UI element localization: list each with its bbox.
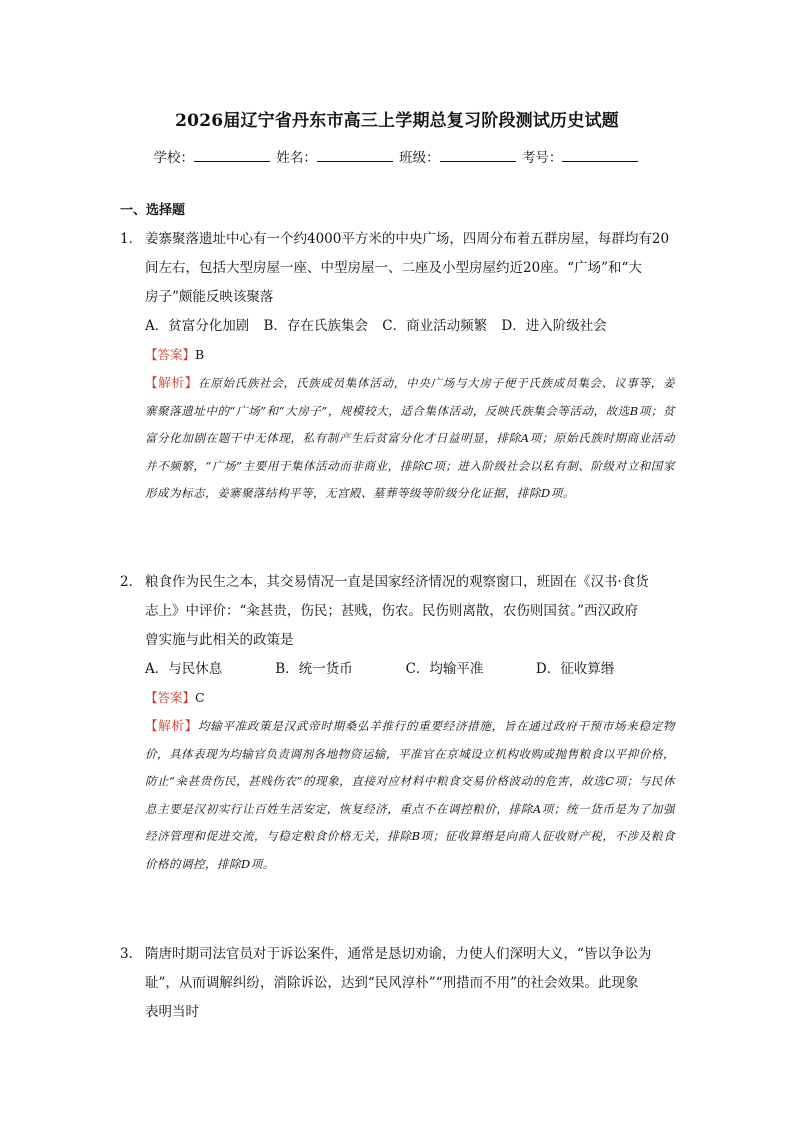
options-row	[120, 312, 675, 341]
exam-number-label: 考号：	[521, 150, 563, 166]
analysis-block	[120, 369, 675, 508]
option-d[interactable]: D．进入阶级社会	[501, 318, 607, 334]
class-label: 班级：	[399, 150, 440, 166]
school-label: 学校：	[153, 150, 195, 166]
answer-tag: 【答案】	[145, 347, 196, 362]
class-blank[interactable]	[440, 149, 516, 162]
option-d[interactable]: D．征收算缗	[535, 661, 615, 677]
question-2	[120, 568, 675, 879]
exam-number-blank[interactable]	[562, 149, 638, 162]
name-blank[interactable]	[317, 149, 393, 162]
question-number: 3．	[120, 946, 143, 962]
analysis-text: 在原始氏族社会，氏族成员集体活动，中央广场与大房子便于氏族成员集会、议事等，姜寨聚落遗址中的“广场”和“大房子”，规模较大，适合集体活动，反映氏族集会等活动，故选B项；贫富分化加剧在题干中无体现，私有制产生后贫富分化才日益明显，排除A项；原始氏族时期商业活动并不频繁，“广场”主要用于集体活动而非商业，排除C项；进入阶级社会以私有制、阶级对立和国家形成为标志，姜寨聚落结构平等，无宫殿、墓葬等级等阶级分化证据，排除D项。	[145, 376, 675, 501]
question-stem-line: 表明当时	[145, 1004, 199, 1020]
answer-line	[120, 341, 675, 369]
question-number: 2．	[120, 574, 143, 590]
name-label: 姓名：	[276, 150, 317, 166]
student-info-row	[0, 146, 794, 166]
option-c[interactable]: C．均输平准	[405, 661, 484, 677]
question-stem-line: 间左右，包括大型房屋一座、中型房屋一、二座及小型房屋约近20座。“广场”和“大	[145, 260, 642, 276]
option-a[interactable]: A．贫富分化加剧	[145, 318, 250, 334]
stem-text: 粮食作为民生之本，其交易情况一直是国家经济情况的观察窗口，班固在《汉书·食货	[145, 574, 649, 590]
school-blank[interactable]	[194, 149, 270, 162]
question-stem-line: 志上》中评价：“籴甚贵，伤民；甚贱，伤农。民伤则离散，农伤则国贫。”西汉政府	[145, 603, 639, 619]
section-heading: 一、选择题	[120, 203, 186, 218]
question-stem-line	[120, 225, 675, 254]
analysis-tag: 【解析】	[145, 375, 198, 390]
option-c[interactable]: C．商业活动频繁	[382, 318, 488, 334]
option-b[interactable]: B．统一货币	[275, 661, 353, 677]
question-stem-line	[120, 568, 675, 597]
question-stem-line: 房子”颇能反映该聚落	[145, 289, 274, 305]
stem-text: 隋唐时期司法官员对于诉讼案件，通常是恳切劝谕，力使人们深明大义，“皆以争讼为	[145, 946, 652, 962]
option-b[interactable]: B．存在氏族集会	[263, 318, 368, 334]
question-1	[120, 225, 675, 508]
question-stem-line	[120, 940, 675, 969]
answer-value: B	[195, 347, 205, 362]
analysis-tag: 【解析】	[145, 718, 198, 733]
question-3	[120, 940, 675, 1027]
options-row	[120, 655, 675, 684]
stem-text: 姜寨聚落遗址中心有一个约4000平方米的中央广场，四周分布着五群房屋，每群均有20	[145, 231, 670, 247]
answer-tag: 【答案】	[145, 690, 196, 705]
answer-line	[120, 684, 675, 712]
exam-title: 2026届辽宁省丹东市高三上学期总复习阶段测试历史试题	[175, 111, 619, 131]
question-number: 1．	[120, 231, 143, 247]
analysis-block	[120, 712, 675, 879]
question-stem-line: 耻”，从而调解纠纷，消除诉讼，达到“民风淳朴”“刑措而不用”的社会效果。此现象	[145, 975, 639, 991]
option-a[interactable]: A．与民休息	[145, 661, 223, 677]
answer-value: C	[195, 690, 205, 705]
question-stem-line: 曾实施与此相关的政策是	[145, 632, 294, 648]
analysis-text: 均输平准政策是汉武帝时期桑弘羊推行的重要经济措施，旨在通过政府干预市场来稳定物价，具体表现为均输官负责调剂各地物资运输，平准官在京城设立机构收购或抛售粮食以平抑价格，防止“籴甚贵伤民，甚贱伤农”的现象，直接对应材料中粮食交易价格波动的危害，故选C项；与民休息主要是汉初实行让百姓生活安定，恢复经济，重点不在调控粮价，排除A项；统一货币是为了加强经济管理和促进交流，与稳定粮食价格无关，排除B项；征收算缗是向商人征收财产税，不涉及粮食价格的调控，排除D项。	[145, 719, 675, 871]
